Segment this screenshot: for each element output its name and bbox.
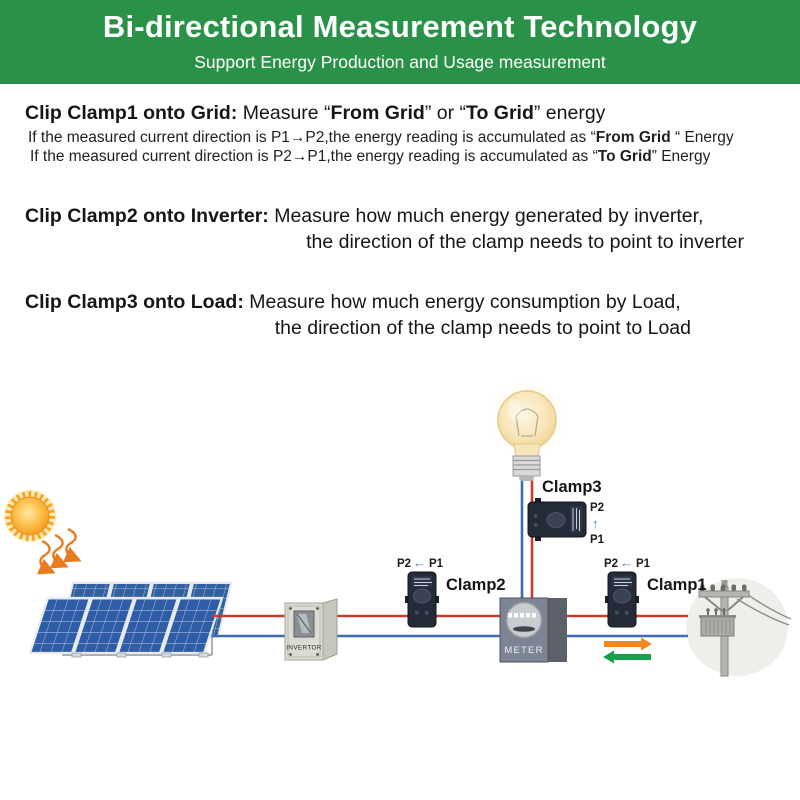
instruction-clamp1-detail-2: If the measured current direction is P2→P1,the energy reading is accumulated as “To Grid” Energy <box>30 148 711 165</box>
instruction-clamp3-continuation: the direction of the clamp needs to point to Load <box>274 317 691 339</box>
inverter-label: INVERTOR <box>286 644 322 652</box>
energy-flow-arrow-from-grid <box>603 651 651 664</box>
instruction-clamp1-heading: Clip Clamp1 onto Grid: Measure “From Grid” or “To Grid” energy <box>25 102 606 124</box>
page-title: Bi-directional Measurement Technology <box>102 9 698 44</box>
light-bulb <box>487 378 567 481</box>
instruction-clamp3 <box>25 289 691 341</box>
meter-label: METER <box>504 645 544 656</box>
clamp3-direction-label <box>590 502 605 546</box>
clamp3-label: Clamp3 <box>542 478 602 496</box>
clamp1-label: Clamp1 <box>647 576 707 594</box>
clamp1-p2-label: P2 <box>604 558 619 570</box>
clamp3-p1-label: P1 <box>590 534 605 546</box>
inverter <box>285 599 337 660</box>
system-diagram <box>0 368 800 688</box>
clamp2-label: Clamp2 <box>446 576 506 594</box>
sun-icon <box>4 490 56 542</box>
clamp3-device <box>528 498 586 541</box>
instruction-clamp1-detail-1: If the measured current direction is P1→P2,the energy reading is accumulated as “From Grid “ Energy <box>28 129 734 146</box>
clamp3-p2-label: P2 <box>590 502 605 514</box>
clamp1-direction-label <box>604 555 651 570</box>
instruction-clamp3-heading: Clip Clamp3 onto Load: Measure how much energy consumption by Load, <box>25 291 681 313</box>
clamp1-direction-arrow-icon: ← <box>620 555 633 570</box>
clamp2-direction-label <box>397 555 444 570</box>
clamp2-p1-label: P1 <box>429 558 444 570</box>
instruction-clamp2-continuation: the direction of the clamp needs to point to inverter <box>306 231 744 253</box>
clamp1-p1-label: P1 <box>636 558 651 570</box>
solar-panel-array <box>30 583 231 657</box>
instruction-clamp2 <box>25 203 744 255</box>
clamp1-device <box>605 572 639 627</box>
energy-flow-arrow-to-grid <box>604 638 652 651</box>
clamp2-p2-label: P2 <box>397 558 412 570</box>
header-banner <box>0 0 800 84</box>
clamp2-device <box>405 572 439 627</box>
clamp1-heading-lead: Clip Clamp1 onto Grid: <box>25 102 238 124</box>
clamp2-direction-arrow-icon: ← <box>413 555 426 570</box>
meter <box>500 598 567 662</box>
clamp3-direction-arrow-icon: ↑ <box>592 516 599 531</box>
instruction-clamp2-heading: Clip Clamp2 onto Inverter: Measure how much energy generated by inverter, <box>25 205 704 227</box>
page-subtitle: Support Energy Production and Usage measurement <box>194 52 606 72</box>
